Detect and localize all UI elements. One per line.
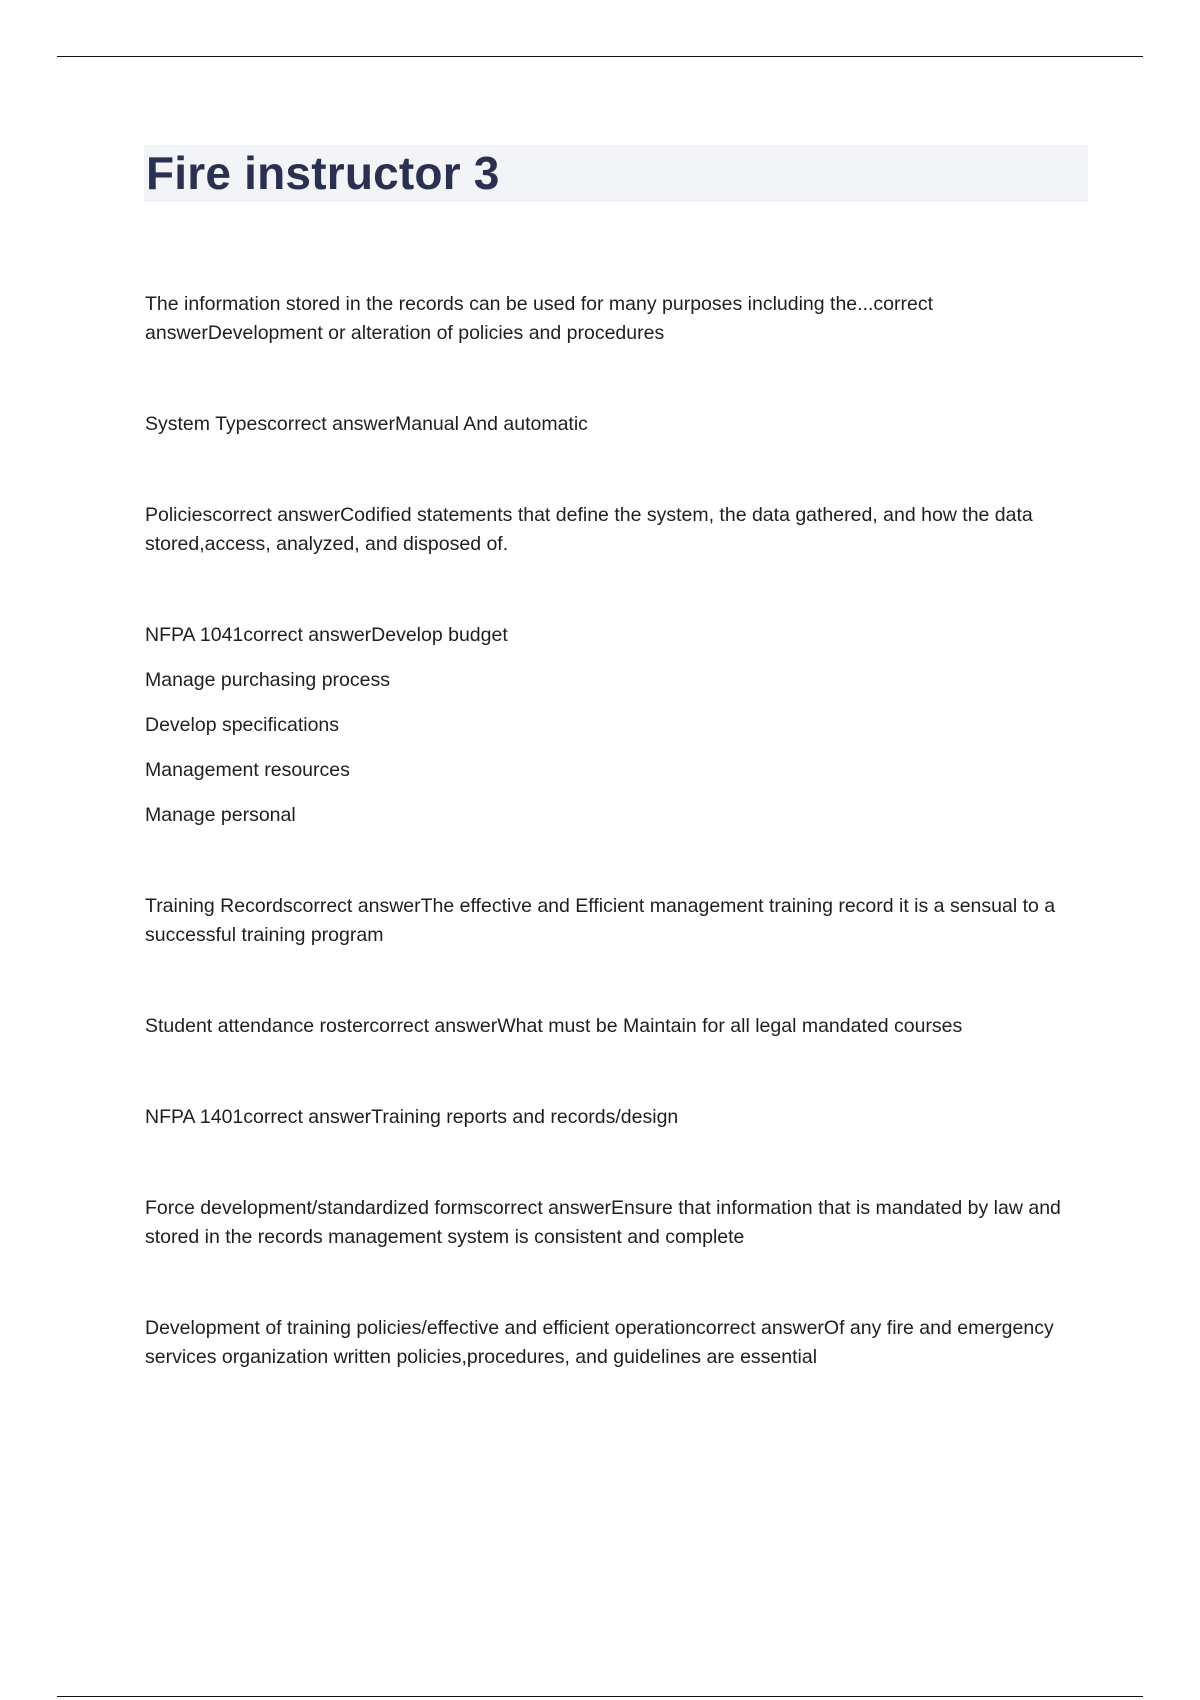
flashcard bbox=[145, 1314, 1090, 1372]
flashcard-text: Student attendance rostercorrect answerWhat must be Maintain for all legal mandated courses bbox=[145, 1015, 963, 1037]
flashcard bbox=[145, 892, 1090, 950]
flashcard-text: The information stored in the records can be used for many purposes including the...correct answerDevelopment or alteration of policies and procedures bbox=[145, 293, 933, 344]
flashcard-answer-line: Manage purchasing process bbox=[145, 669, 390, 691]
page-title: Fire instructor 3 bbox=[146, 147, 500, 199]
flashcard-text: NFPA 1401correct answerTraining reports and records/design bbox=[145, 1106, 679, 1128]
flashcard-text: Policiescorrect answerCodified statements that define the system, the data gathered, and how the data stored,access, analyzed, and disposed of. bbox=[145, 504, 1033, 555]
flashcard-text: Training Recordscorrect answerThe effective and Efficient management training record it is a sensual to a successful training program bbox=[145, 895, 1056, 946]
bottom-rule bbox=[57, 1696, 1143, 1697]
flashcard bbox=[145, 501, 1090, 559]
flashcard-text: Force development/standardized formscorrect answerEnsure that information that is mandated by law and stored in the records management system is consistent and complete bbox=[145, 1197, 1061, 1248]
flashcard-answer-line: Develop specifications bbox=[145, 714, 340, 736]
flashcard bbox=[145, 1194, 1090, 1252]
flashcard bbox=[145, 1012, 1090, 1041]
flashcard bbox=[145, 1103, 1090, 1132]
flashcard-answer-line: Manage personal bbox=[145, 804, 296, 826]
flashcard bbox=[145, 290, 1090, 348]
flashcard-text: System Typescorrect answerManual And automatic bbox=[145, 413, 588, 435]
flashcard bbox=[145, 410, 1090, 439]
flashcard-list bbox=[145, 290, 1090, 1434]
flashcard bbox=[145, 621, 1090, 830]
title-band bbox=[144, 145, 1088, 202]
flashcard-text: NFPA 1041correct answerDevelop budget bbox=[145, 624, 508, 646]
flashcard-text: Development of training policies/effective and efficient operationcorrect answerOf any fire and emergency services organization written policies,procedures, and guidelines are essential bbox=[145, 1317, 1054, 1368]
flashcard-answer-line: Management resources bbox=[145, 759, 350, 781]
top-rule bbox=[57, 56, 1143, 57]
